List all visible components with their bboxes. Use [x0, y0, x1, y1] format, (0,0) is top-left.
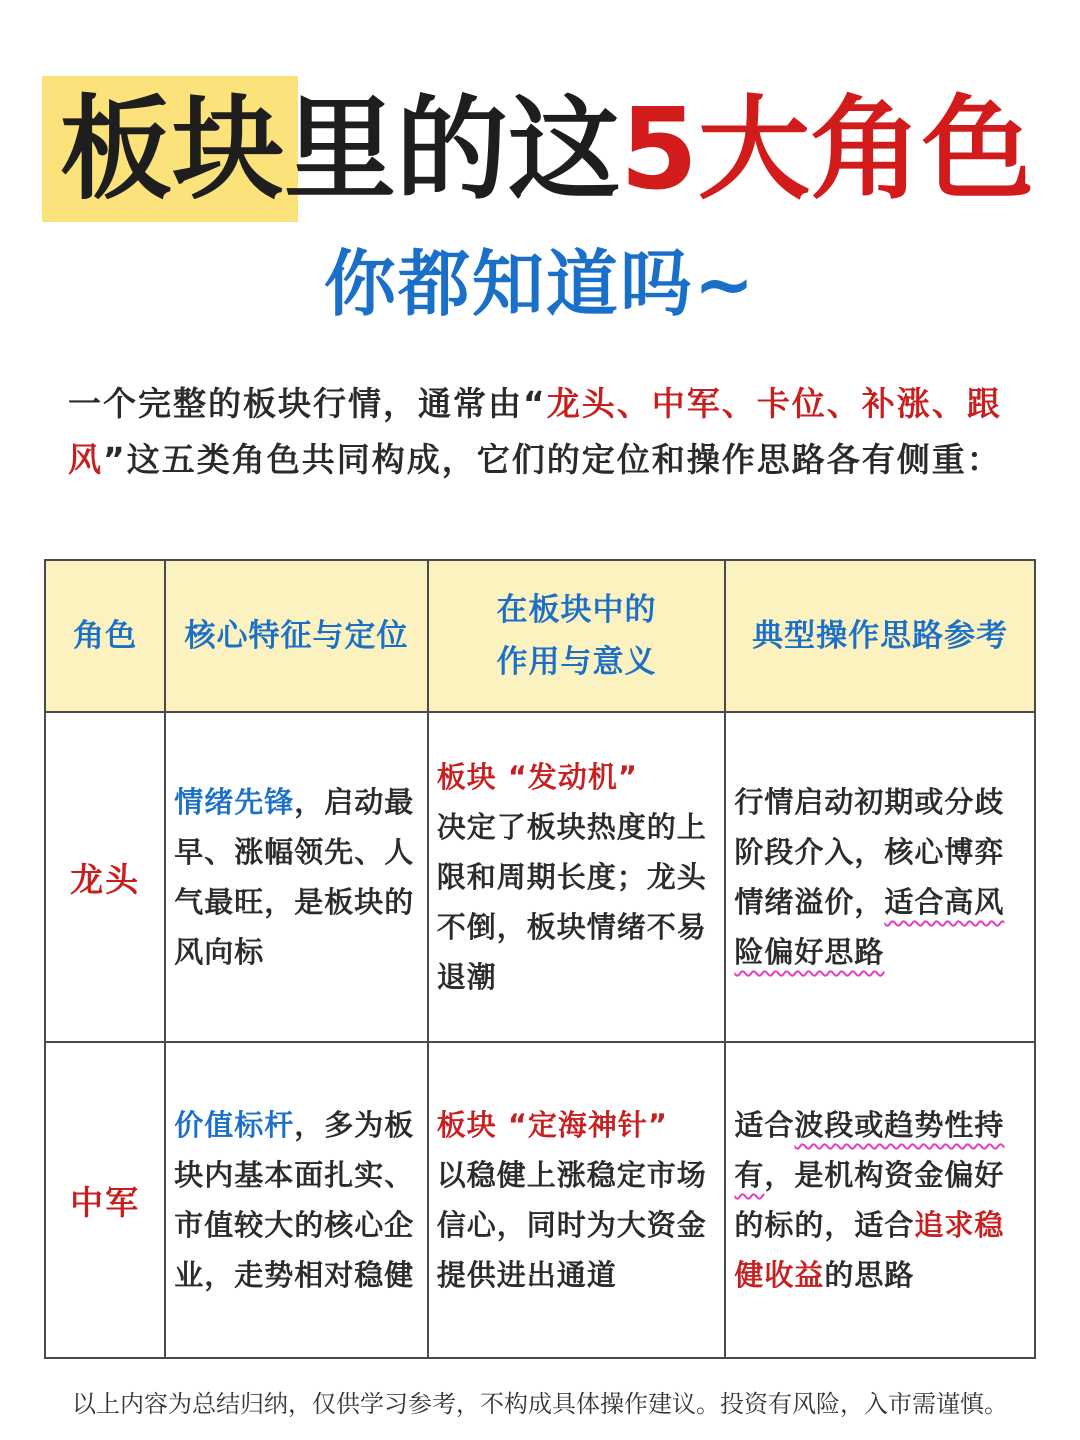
page-title: [60, 80, 1034, 220]
ops-part2: ，是机构资金偏好的标的，适合: [734, 1158, 1005, 1242]
header-effect-line1: 在板块中的: [496, 592, 657, 628]
title-middle-text: 里的这: [284, 85, 620, 215]
ops-cell: [725, 712, 1035, 1042]
intro-part2: ”这五类角色共同构成，它们的定位和操作思路各有侧重：: [103, 440, 1002, 479]
disclaimer-footer: 以上内容为总结归纳，仅供学习参考，不构成具体操作建议。投资有风险，入市需谨慎。: [72, 1390, 1008, 1418]
title-accent-text: 5大角色: [620, 85, 1034, 215]
ops-wavy-highlight: 波段或趋势性持有: [734, 1108, 1005, 1192]
effect-key: 板块 “定海神针”: [436, 1108, 668, 1142]
title-block: [42, 72, 1042, 224]
page-subtitle: 你都知道吗~: [323, 242, 757, 326]
effect-cell: [428, 712, 726, 1042]
roles-table: [44, 559, 1036, 1359]
header-feature: 核心特征与定位: [165, 560, 428, 712]
header-role: 角色: [45, 560, 165, 712]
ops-red-highlight: 追求稳健收益: [734, 1208, 1005, 1292]
feature-cell: [165, 712, 428, 1042]
feature-rest: ，启动最早、涨幅领先、人气最旺，是板块的风向标: [174, 785, 415, 969]
ops-cell: [725, 1042, 1035, 1358]
table-row: [45, 712, 1035, 1042]
feature-cell: [165, 1042, 428, 1358]
ops-part1: 适合: [734, 1108, 795, 1142]
intro-paragraph: [68, 376, 1016, 488]
effect-key: 板块 “发动机”: [436, 760, 638, 794]
header-ops: 典型操作思路参考: [725, 560, 1035, 712]
intro-part1: 一个完整的板块行情，通常由“: [68, 384, 547, 423]
effect-cell: [428, 1042, 726, 1358]
feature-key: 价值标杆: [174, 1108, 295, 1142]
ops-part3: 的思路: [824, 1258, 915, 1292]
ops-part1: 行情启动初期或分歧阶段介入，核心博弈情绪溢价，: [734, 785, 1005, 919]
intro-roles: 龙头、中军、卡位、补涨、跟风: [68, 384, 1002, 479]
ops-wavy-highlight: 适合高风险偏好思路: [734, 885, 1005, 969]
header-effect-line2: 作用与意义: [496, 644, 657, 680]
table-row: [45, 1042, 1035, 1358]
header-effect: [428, 560, 726, 712]
feature-rest: ，多为板块内基本面扎实、市值较大的核心企业，走势相对稳健: [174, 1108, 415, 1292]
title-highlight-text: 板块: [60, 85, 284, 215]
effect-rest: 决定了板块热度的上限和周期长度；龙头不倒，板块情绪不易退潮: [436, 810, 707, 994]
role-cell: 中军: [45, 1042, 165, 1358]
role-cell: 龙头: [45, 712, 165, 1042]
feature-key: 情绪先锋: [174, 785, 295, 819]
effect-rest: 以稳健上涨稳定市场信心，同时为大资金提供进出通道: [436, 1158, 707, 1292]
table-header-row: [45, 560, 1035, 712]
